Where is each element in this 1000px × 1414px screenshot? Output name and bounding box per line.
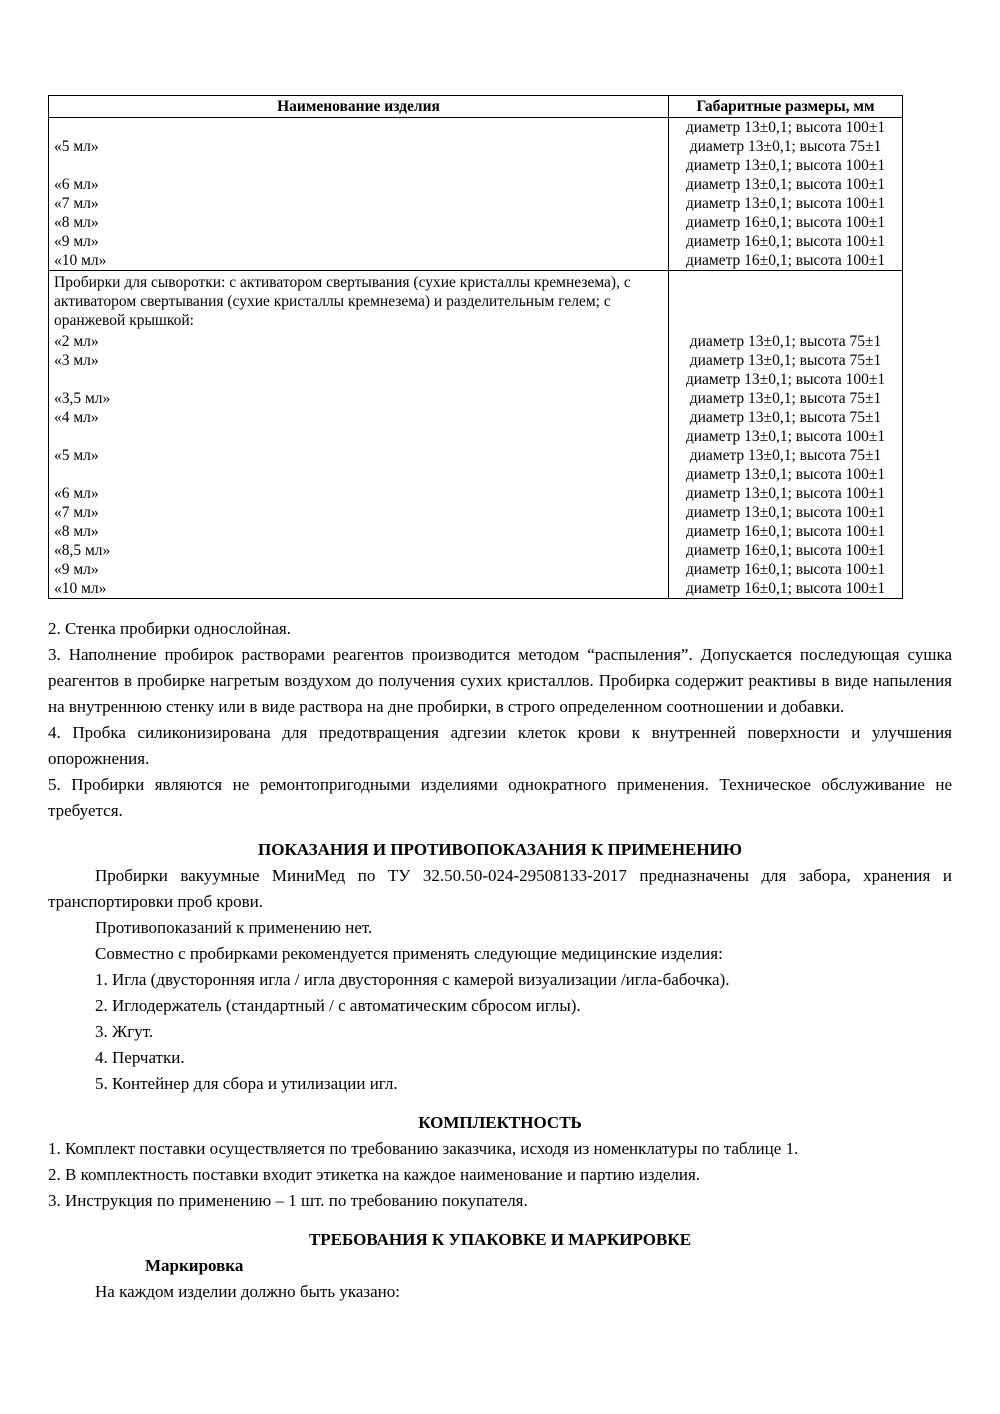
dimension-cell: диаметр 13±0,1; высота 100±1 (685, 466, 886, 483)
product-name-cell: «8 мл» (49, 213, 669, 232)
table-row (49, 232, 903, 251)
dimension-cell: диаметр 13±0,1; высота 100±1 (685, 485, 886, 502)
completeness-list (48, 1136, 952, 1214)
completeness-item: 1. Комплект поставки осуществляется по требованию заказчика, исходя из номенклатуры по таблице 1. (48, 1139, 799, 1158)
dimension-cell: диаметр 13±0,1; высота 100±1 (685, 119, 886, 136)
paragraph-wall: 2. Стенка пробирки однослойная. (48, 619, 291, 638)
table-row (49, 427, 903, 446)
table-row (49, 351, 903, 370)
section-heading-packaging: ТРЕБОВАНИЯ К УПАКОВКЕ И МАРКИРОВКЕ (308, 1230, 692, 1249)
table-row (49, 194, 903, 213)
paragraph-single-use: 5. Пробирки являются не ремонтопригодными изделиями однократного применения. Техническое обслуживание не требуется. (48, 775, 952, 820)
table-header-dimensions: Габаритные размеры, мм (669, 96, 903, 118)
table-row (49, 541, 903, 560)
dimension-cell: диаметр 13±0,1; высота 100±1 (685, 176, 886, 193)
serum-description-row (49, 271, 903, 333)
table-row (49, 137, 903, 156)
product-name-cell: «6 мл» (49, 175, 669, 194)
indications-recommended-paragraph: Совместно с пробирками рекомендуется применять следующие медицинские изделия: (95, 944, 723, 963)
dimension-cell: диаметр 13±0,1; высота 75±1 (689, 138, 882, 155)
product-name-cell: «4 мл» (49, 408, 669, 427)
product-name-cell (49, 465, 669, 484)
table-row (49, 579, 903, 599)
product-name-cell (49, 370, 669, 389)
product-name-cell: «3,5 мл» (49, 389, 669, 408)
serum-description-cell: Пробирки для сыворотки: с активатором свертывания (сухие кристаллы кремнезема), с активатором свертывания (сухие кристаллы кремнезема) и разделительным гелем; с оранжевой крышкой: (49, 271, 669, 333)
product-name-cell: «10 мл» (49, 579, 669, 599)
dimension-cell-empty (669, 271, 903, 333)
completeness-item: 3. Инструкция по применению – 1 шт. по требованию покупателя. (48, 1191, 528, 1210)
dimension-cell: диаметр 13±0,1; высота 75±1 (689, 409, 882, 426)
section-heading-completeness: КОМПЛЕКТНОСТЬ (418, 1113, 582, 1132)
product-dimensions-table (48, 95, 903, 599)
indications-purpose-paragraph: Пробирки вакуумные МиниМед по ТУ 32.50.50-024-29508133-2017 предназначены для забора, хранения и транспортировки проб крови. (48, 866, 952, 911)
dimension-cell: диаметр 16±0,1; высота 100±1 (685, 561, 886, 578)
product-name-cell: «3 мл» (49, 351, 669, 370)
dimension-cell: диаметр 13±0,1; высота 75±1 (689, 352, 882, 369)
subsection-heading-marking: Маркировка (145, 1256, 244, 1275)
dimension-cell: диаметр 13±0,1; высота 100±1 (685, 195, 886, 212)
table-row (49, 560, 903, 579)
dimension-cell: диаметр 13±0,1; высота 100±1 (685, 504, 886, 521)
table-row (49, 370, 903, 389)
product-name-cell: «2 мл» (49, 332, 669, 351)
product-name-cell (49, 427, 669, 446)
table-row (49, 175, 903, 194)
dimension-cell: диаметр 13±0,1; высота 75±1 (689, 447, 882, 464)
list-item: 4. Перчатки. (95, 1048, 185, 1067)
table-row (49, 213, 903, 232)
table-row (49, 503, 903, 522)
list-item: 2. Иглодержатель (стандартный / с автоматическим сбросом иглы). (95, 996, 581, 1015)
dimension-cell: диаметр 16±0,1; высота 100±1 (685, 233, 886, 250)
table-row (49, 484, 903, 503)
product-name-cell: «5 мл» (49, 137, 669, 156)
product-name-cell: «7 мл» (49, 503, 669, 522)
table-row (49, 408, 903, 427)
paragraph-filling: 3. Наполнение пробирок растворами реагентов производится методом “распыления”. Допускается последующая сушка реагентов в пробирке нагретым воздухом до получения сухих кристаллов. Пробирка содержит реактивы в виде напыления на внутреннюю стенку или в виде раствора на дне пробирки, в строго определенном соотношении и добавки. (48, 645, 952, 716)
marking-intro-paragraph: На каждом изделии должно быть указано: (95, 1282, 400, 1301)
paragraph-stopper: 4. Пробка силиконизирована для предотвращения адгезии клеток крови к внутренней поверхности и улучшения опорожнения. (48, 723, 952, 768)
table-row (49, 118, 903, 138)
dimension-cell: диаметр 13±0,1; высота 75±1 (689, 390, 882, 407)
table-row (49, 465, 903, 484)
dimension-cell: диаметр 16±0,1; высота 100±1 (685, 252, 886, 269)
product-name-cell (49, 156, 669, 175)
product-name-cell: «10 мл» (49, 251, 669, 271)
table-row (49, 156, 903, 175)
product-name-cell: «7 мл» (49, 194, 669, 213)
list-item: 5. Контейнер для сбора и утилизации игл. (95, 1074, 398, 1093)
table-group-1 (49, 118, 903, 271)
table-group-serum (49, 271, 903, 599)
list-item: 1. Игла (двусторонняя игла / игла двусторонняя с камерой визуализации /игла-бабочка). (95, 970, 730, 989)
table-row (49, 446, 903, 465)
product-name-cell: «6 мл» (49, 484, 669, 503)
product-name-cell: «9 мл» (49, 232, 669, 251)
completeness-item: 2. В комплектность поставки входит этикетка на каждое наименование и партию изделия. (48, 1165, 701, 1184)
dimension-cell: диаметр 16±0,1; высота 100±1 (685, 580, 886, 597)
document-body (48, 616, 952, 1305)
dimension-cell: диаметр 16±0,1; высота 100±1 (685, 542, 886, 559)
dimension-cell: диаметр 13±0,1; высота 75±1 (689, 333, 882, 350)
product-name-cell: «8 мл» (49, 522, 669, 541)
dimension-cell: диаметр 13±0,1; высота 100±1 (685, 428, 886, 445)
product-name-cell: «9 мл» (49, 560, 669, 579)
table-header-product-name: Наименование изделия (49, 96, 669, 118)
section-heading-indications: ПОКАЗАНИЯ И ПРОТИВОПОКАЗАНИЯ К ПРИМЕНЕНИЮ (258, 840, 742, 859)
product-name-cell: «8,5 мл» (49, 541, 669, 560)
dimension-cell: диаметр 16±0,1; высота 100±1 (685, 523, 886, 540)
table-row (49, 389, 903, 408)
indications-contraindications-paragraph: Противопоказаний к применению нет. (95, 918, 373, 937)
table-header-row (49, 96, 903, 118)
dimension-cell: диаметр 13±0,1; высота 100±1 (685, 157, 886, 174)
product-name-cell: «5 мл» (49, 446, 669, 465)
list-item: 3. Жгут. (95, 1022, 154, 1041)
dimension-cell: диаметр 16±0,1; высота 100±1 (685, 214, 886, 231)
table-row (49, 251, 903, 271)
product-name-cell (49, 118, 669, 138)
medical-devices-list (48, 967, 952, 1097)
table-row (49, 332, 903, 351)
table-row (49, 522, 903, 541)
dimension-cell: диаметр 13±0,1; высота 100±1 (685, 371, 886, 388)
